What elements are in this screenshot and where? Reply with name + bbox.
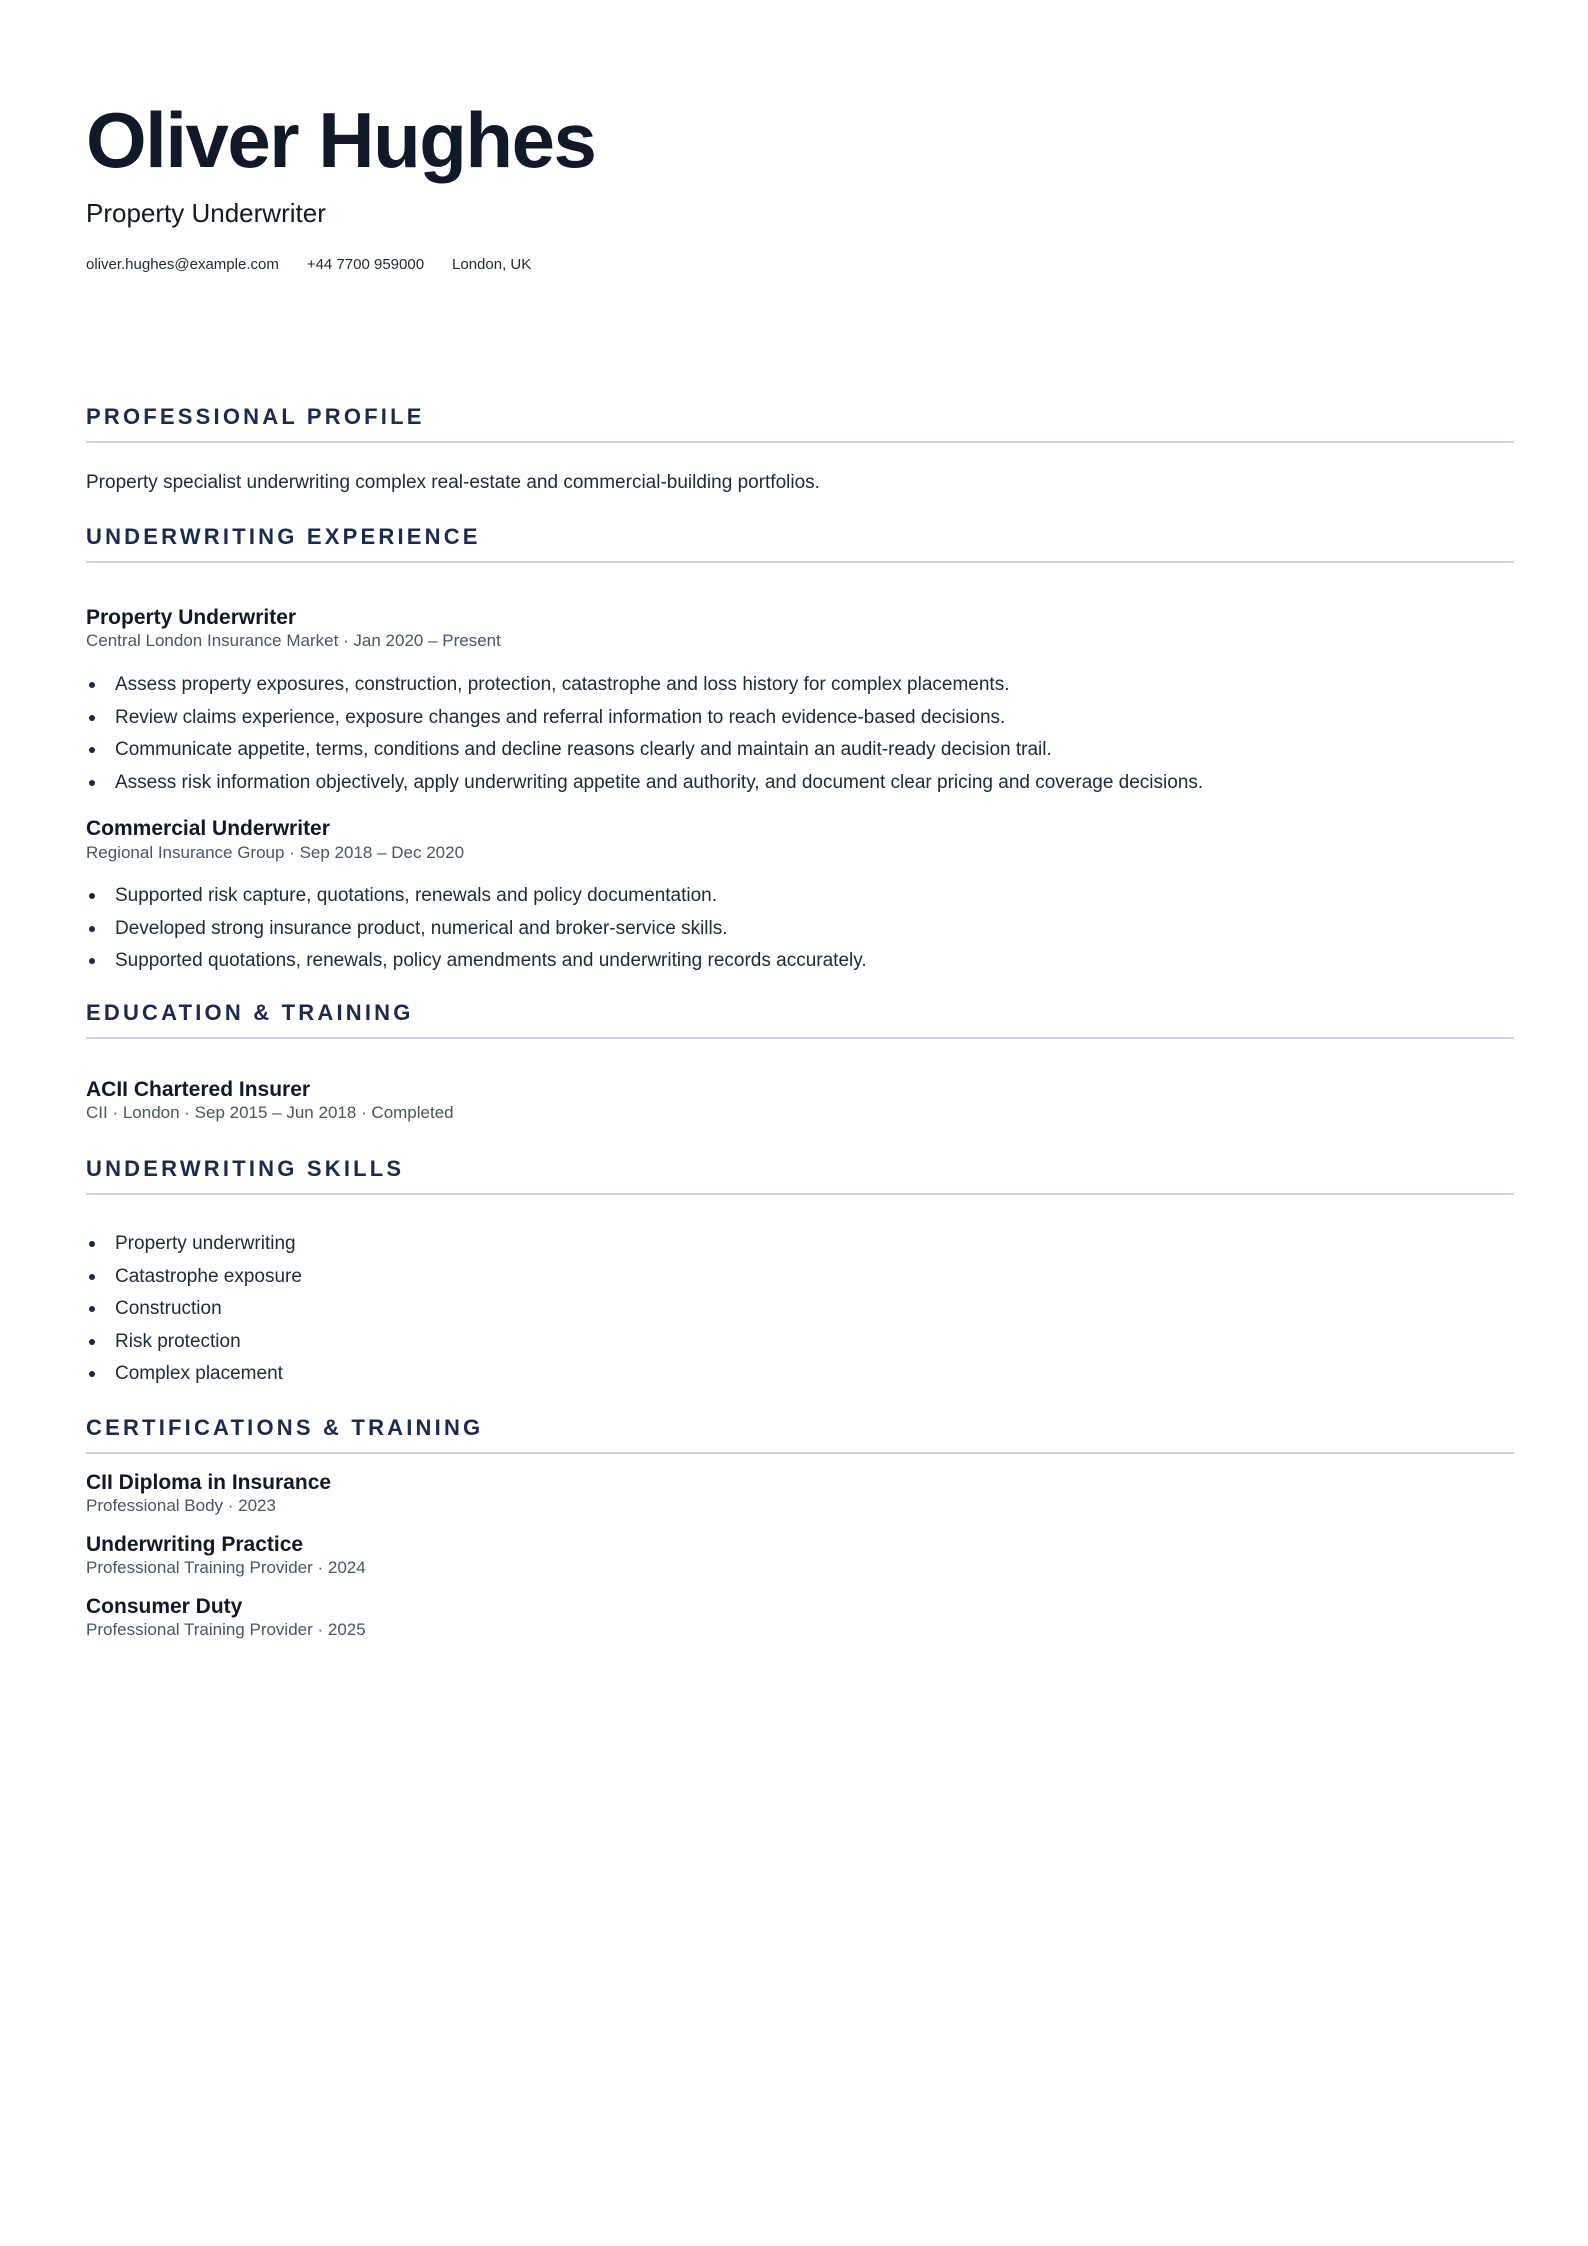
section-divider bbox=[86, 1452, 1514, 1454]
bullet-text: Assess risk information objectively, apply underwriting appetite and authority, and document clear pricing and coverage decisions. bbox=[115, 771, 1204, 793]
skill-text: Construction bbox=[115, 1298, 222, 1319]
section-divider bbox=[86, 1037, 1514, 1039]
candidate-name: Oliver Hughes bbox=[86, 96, 596, 184]
list-item bbox=[86, 913, 867, 946]
job-title: Property Underwriter bbox=[86, 606, 297, 629]
bullet-icon bbox=[89, 715, 95, 721]
candidate-role: Property Underwriter bbox=[86, 198, 326, 228]
section-title-profile: PROFESSIONAL PROFILE bbox=[86, 404, 425, 429]
list-item bbox=[86, 1228, 302, 1261]
section-title-education: EDUCATION & TRAINING bbox=[86, 1000, 414, 1025]
skills-list bbox=[86, 1228, 302, 1391]
bullet-text: Communicate appetite, terms, conditions and decline reasons clearly and maintain an audit-ready decision trail. bbox=[115, 739, 1052, 760]
list-item bbox=[86, 1261, 302, 1294]
list-item bbox=[86, 767, 1203, 800]
job-bullets bbox=[86, 669, 1203, 799]
list-item bbox=[86, 702, 1203, 735]
profile-summary: Property specialist underwriting complex real-estate and commercial-building portfolios. bbox=[86, 472, 820, 493]
bullet-icon bbox=[89, 1371, 95, 1377]
list-item bbox=[86, 880, 867, 913]
list-item bbox=[86, 669, 1203, 702]
list-item bbox=[86, 1293, 302, 1326]
bullet-icon bbox=[89, 1274, 95, 1280]
bullet-text: Supported risk capture, quotations, renewals and policy documentation. bbox=[115, 885, 718, 906]
bullet-icon bbox=[89, 682, 95, 688]
contact-line bbox=[86, 254, 531, 276]
bullet-text: Supported quotations, renewals, policy amendments and underwriting records accurately. bbox=[115, 950, 867, 971]
contact-location: London, UK bbox=[452, 256, 532, 273]
contact-phone[interactable]: +44 7700 959000 bbox=[306, 256, 425, 273]
certification-meta: Professional Training Provider · 2024 bbox=[86, 1558, 366, 1577]
certification-meta: Professional Training Provider · 2025 bbox=[86, 1620, 366, 1639]
skill-text: Property underwriting bbox=[115, 1233, 296, 1254]
certification-title: CII Diploma in Insurance bbox=[86, 1471, 332, 1494]
bullet-icon bbox=[89, 1241, 95, 1247]
bullet-icon bbox=[89, 926, 95, 932]
bullet-text: Developed strong insurance product, numerical and broker-service skills. bbox=[115, 917, 728, 939]
bullet-icon bbox=[89, 958, 95, 964]
skill-text: Risk protection bbox=[115, 1330, 241, 1352]
skill-text: Complex placement bbox=[115, 1363, 283, 1384]
job-bullets bbox=[86, 880, 867, 978]
job-meta: Central London Insurance Market · Jan 2020 – Present bbox=[86, 631, 501, 650]
bullet-text: Review claims experience, exposure changes and referral information to reach evidence-based decisions. bbox=[115, 706, 1006, 728]
education-title: ACII Chartered Insurer bbox=[86, 1078, 311, 1101]
list-item bbox=[86, 734, 1203, 767]
list-item bbox=[86, 1326, 302, 1359]
certification-title: Consumer Duty bbox=[86, 1595, 243, 1618]
section-divider bbox=[86, 441, 1514, 443]
bullet-icon bbox=[89, 1339, 95, 1345]
section-title-experience: UNDERWRITING EXPERIENCE bbox=[86, 524, 481, 549]
job-meta: Regional Insurance Group · Sep 2018 – Dec 2020 bbox=[86, 843, 465, 862]
certification-title: Underwriting Practice bbox=[86, 1533, 304, 1556]
education-meta: CII · London · Sep 2015 – Jun 2018 · Completed bbox=[86, 1103, 454, 1122]
certification-meta: Professional Body · 2023 bbox=[86, 1496, 276, 1515]
bullet-icon bbox=[89, 780, 95, 786]
job-title: Commercial Underwriter bbox=[86, 817, 330, 840]
section-divider bbox=[86, 561, 1514, 563]
section-title-certifications: CERTIFICATIONS & TRAINING bbox=[86, 1415, 484, 1440]
bullet-icon bbox=[89, 1306, 95, 1312]
contact-email[interactable]: oliver.hughes@example.com bbox=[86, 256, 279, 273]
section-title-skills: UNDERWRITING SKILLS bbox=[86, 1156, 405, 1181]
section-divider bbox=[86, 1193, 1514, 1195]
bullet-icon bbox=[89, 893, 95, 899]
list-item bbox=[86, 945, 867, 978]
list-item bbox=[86, 1358, 302, 1391]
bullet-text: Assess property exposures, construction, protection, catastrophe and loss history for complex placements. bbox=[115, 674, 1010, 695]
bullet-icon bbox=[89, 747, 95, 753]
skill-text: Catastrophe exposure bbox=[115, 1265, 302, 1287]
